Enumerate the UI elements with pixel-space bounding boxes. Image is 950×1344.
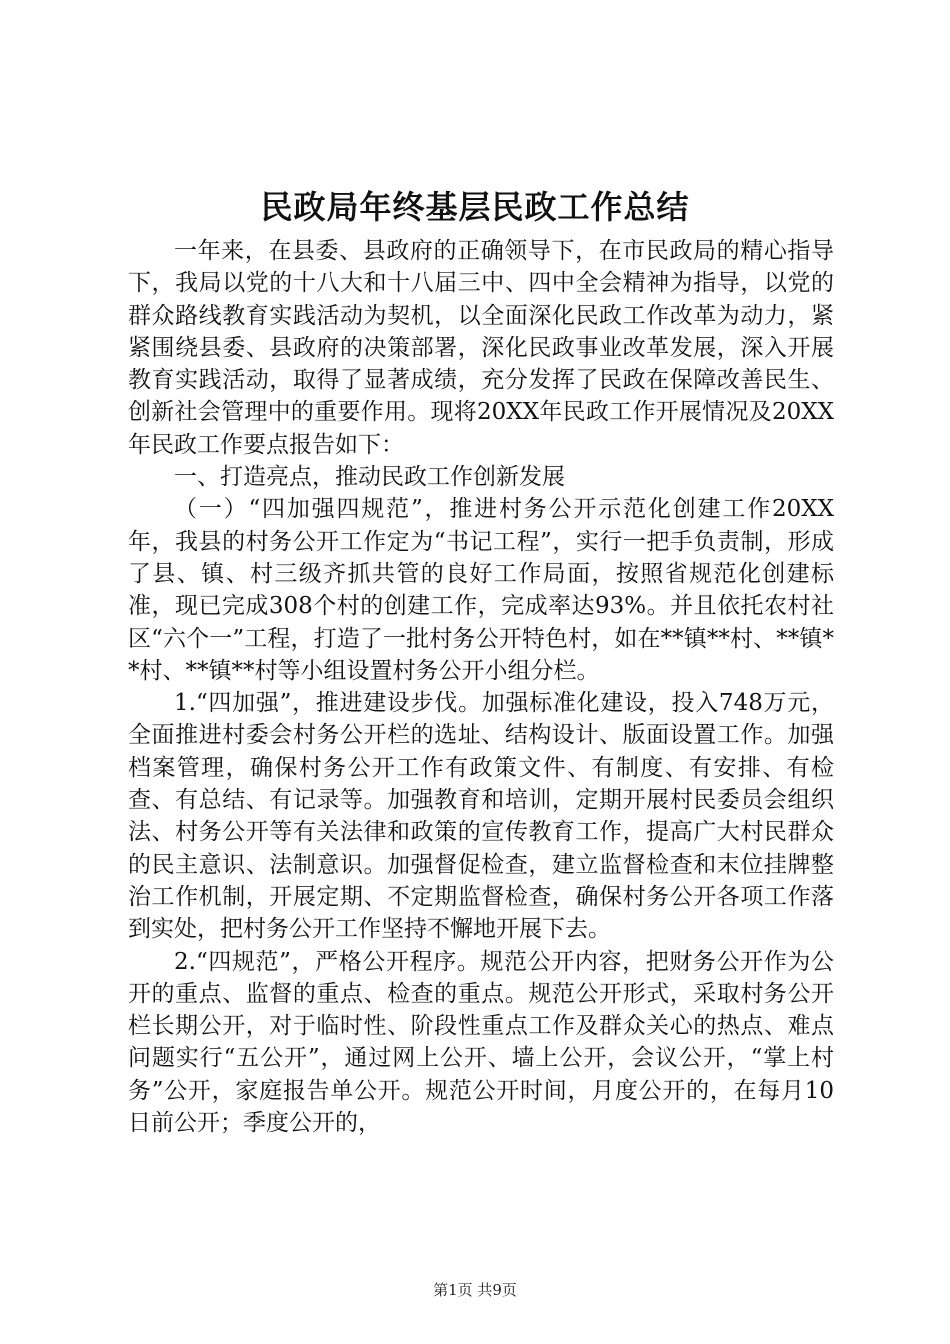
paragraph-item-2: 2.“四规范”，严格公开程序。规范公开内容，把财务公开作为公开的重点、监督的重点、检查的重点。规范公开形式，采取村务公开栏长期公开，对于临时性、阶段性重点工作及群众关心的热点、难点问题实行“五公开”，通过网上公开、墙上公开，会议公开，“掌上村务”公开，家庭报告单公开。规范公开时间，月度公开的，在每月10日前公开；季度公开的，: [128, 948, 834, 1137]
paragraph-subsection-1: （一）“四加强四规范”，推进村务公开示范化创建工作20XX年，我县的村务公开工作定为“书记工程”，实行一把手负责制，形成了县、镇、村三级齐抓共管的良好工作局面，按照省规范化创建标准，现已完成308个村的创建工作，完成率达93%。并且依托农村社区“六个一”工程，打造了一批村务公开特色村，如在**镇**村、**镇**村、**镇**村等小组设置村务公开小组分栏。: [128, 496, 834, 684]
page-footer: 第1页 共9页: [433, 1281, 517, 1299]
document-title: 民政局年终基层民政工作总结: [260, 188, 690, 226]
paragraph-intro: 一年来，在县委、县政府的正确领导下，在市民政局的精心指导下，我局以党的十八大和十八届三中、四中全会精神为指导，以党的群众路线教育实践活动为契机，以全面深化民政工作改革为动力，紧紧围绕县委、县政府的决策部署，深化民政事业改革发展，深入开展教育实践活动，取得了显著成绩，充分发挥了民政在保障改善民生、创新社会管理中的重要作用。现将20XX年民政工作开展情况及20XX年民政工作要点报告如下：: [128, 238, 834, 458]
section-heading-1: 一、打造亮点，推动民政工作创新发展: [174, 464, 565, 491]
paragraph-item-1: 1.“四加强”，推进建设步伐。加强标准化建设，投入748万元，全面推进村委会村务公开栏的选址、结构设计、版面设置工作。加强档案管理，确保村务公开工作有政策文件、有制度、有安排、有检查、有总结、有记录等。加强教育和培训，定期开展村民委员会组织法、村务公开等有关法律和政策的宣传教育工作，提高广大村民群众的民主意识、法制意识。加强督促检查，建立监督检查和末位挂牌整治工作机制，开展定期、不定期监督检查，确保村务公开各项工作落到实处，把村务公开工作坚持不懈地开展下去。: [128, 690, 834, 943]
document-body: [128, 235, 834, 1139]
